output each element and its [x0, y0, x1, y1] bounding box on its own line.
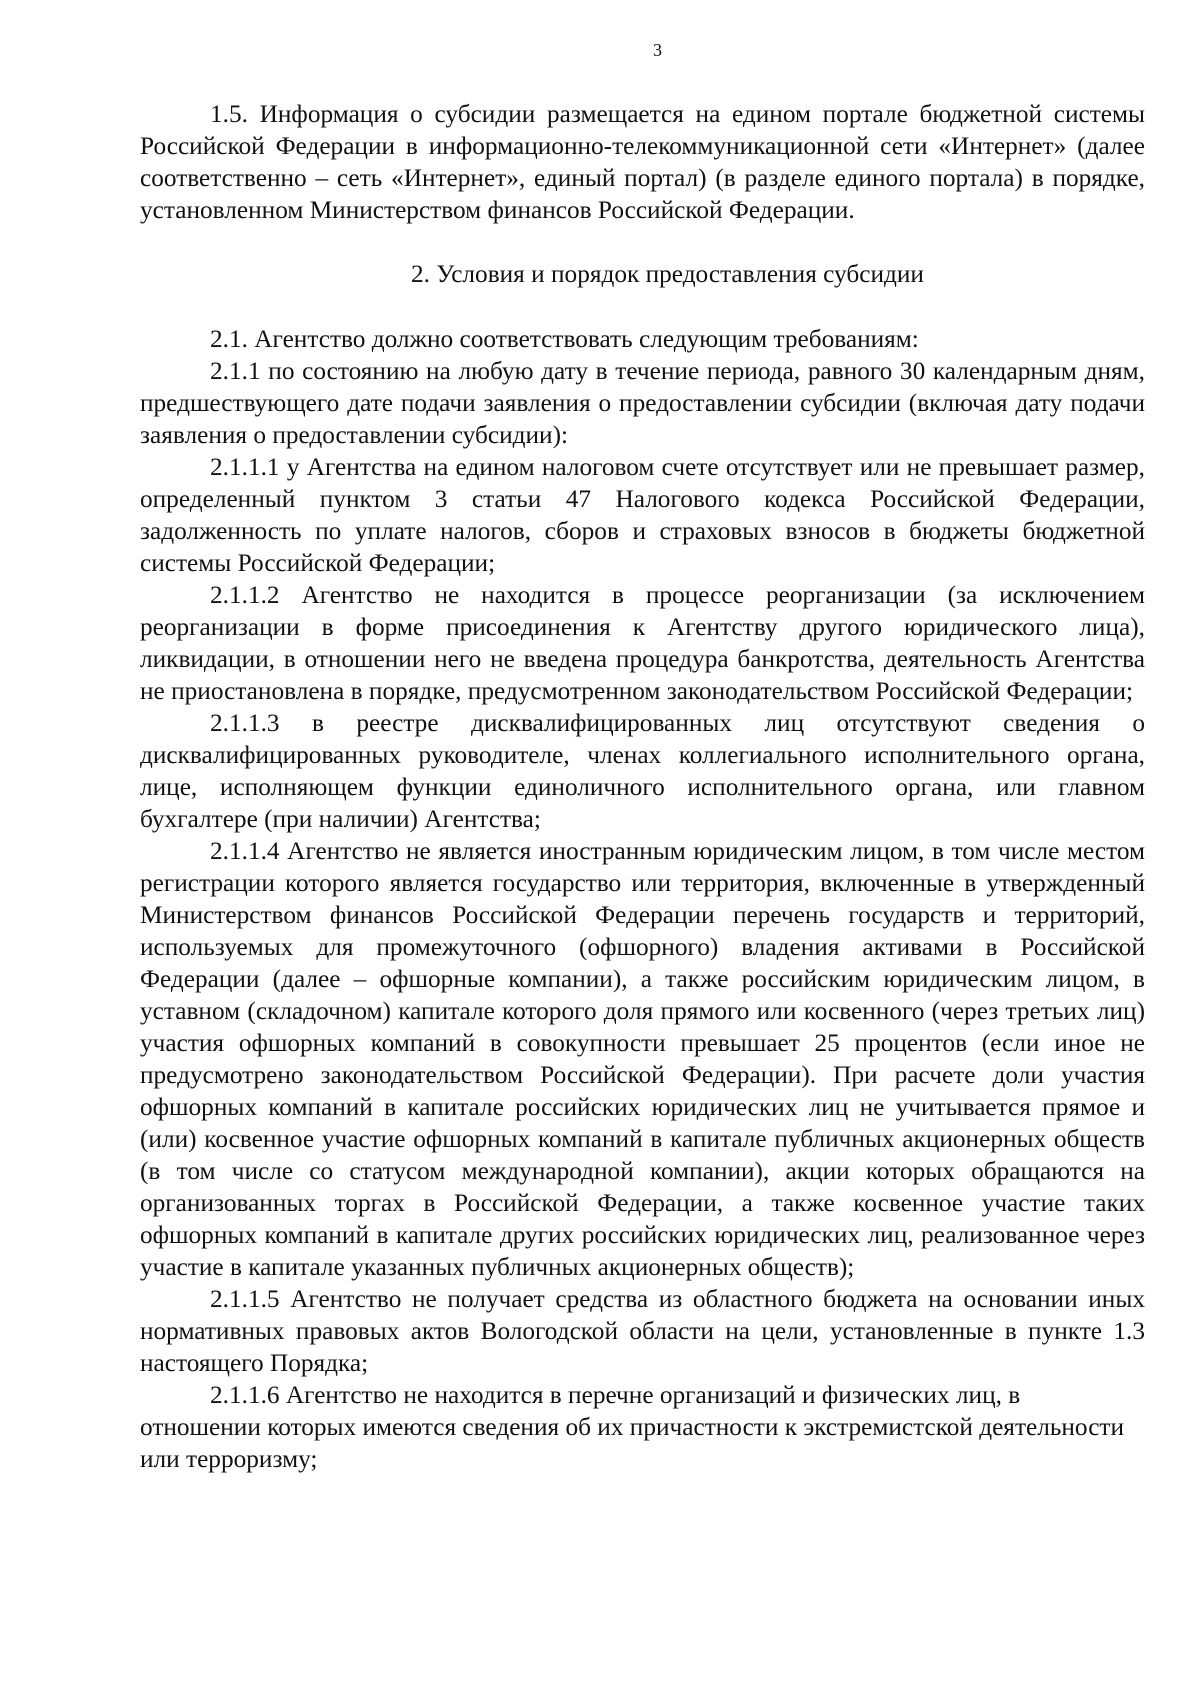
paragraph-2-1-1-6: 2.1.1.6 Агентство не находится в перечне организаций и физических лиц, в отношении которых имеются сведения об их причастности к экстремистской деятельности или терроризму;: [140, 1381, 1125, 1473]
paragraph-2-1-1-4: 2.1.1.4 Агентство не является иностранным юридическим лицом, в том числе местом регистрации которого является государство или территория, включенные в утвержденный Министерством финансов Российской Федерации перечень государств и территорий, используемых для промежуточного (офшорного) владения активами в Российской Федерации (далее – офшорные компании), а также российским юридическим лицом, в уставном (складочном) капитале которого доля прямого или косвенного (через третьих лиц) участия офшорных компаний в совокупности превышает 25 процентов (если иное не предусмотрено законодательством Российской Федерации). При расчете доли участия офшорных компаний в капитале российских юридических лиц не учитывается прямое и (или) косвенное участие офшорных компаний в капитале публичных акционерных обществ (в том числе со статусом международной компании), акции которых обращаются на организованных торгах в Российской Федерации, а также косвенное участие таких офшорных компаний в капитале других российских юридических лиц, реализованное через участие в капитале указанных публичных акционерных обществ);: [140, 837, 1145, 1281]
paragraph-2-1: 2.1. Агентство должно соответствовать следующим требованиям:: [210, 325, 919, 353]
paragraph-2-1-1: 2.1.1 по состоянию на любую дату в течение периода, равного 30 календарным дням, предшествующего дате подачи заявления о предоставлении субсидии (включая дату подачи заявления о предоставлении субсидии):: [140, 357, 1145, 449]
paragraph-2-1-1-3: 2.1.1.3 в реестре дисквалифицированных лиц отсутствуют сведения о дисквалифицированных руководителе, членах коллегиального исполнительного органа, лице, исполняющем функции единоличного исполнительного органа, или главном бухгалтере (при наличии) Агентства;: [140, 709, 1145, 833]
document-page: [140, 38, 1145, 1475]
paragraph-2-1-1-5: 2.1.1.5 Агентство не получает средства из областного бюджета на основании иных нормативных правовых актов Вологодской области на цели, установленные в пункте 1.3 настоящего Порядка;: [140, 1285, 1145, 1377]
page-number: 3: [653, 40, 662, 60]
paragraph-2-1-1-2: 2.1.1.2 Агентство не находится в процессе реорганизации (за исключением реорганизации в форме присоединения к Агентству другого юридического лица), ликвидации, в отношении него не введена процедура банкротства, деятельность Агентства не приостановлена в порядке, предусмотренном законодательством Российской Федерации;: [140, 581, 1145, 705]
section-2-title: 2. Условия и порядок предоставления субсидии: [411, 260, 924, 288]
paragraph-1-5: 1.5. Информация о субсидии размещается на едином портале бюджетной системы Российской Федерации в информационно-телекоммуникационной сети «Интернет» (далее соответственно – сеть «Интернет», единый портал) (в разделе единого портала) в порядке, установленном Министерством финансов Российской Федерации.: [140, 100, 1145, 224]
paragraph-2-1-1-1: 2.1.1.1 у Агентства на едином налоговом счете отсутствует или не превышает размер, определенный пунктом 3 статьи 47 Налогового кодекса Российской Федерации, задолженность по уплате налогов, сборов и страховых взносов в бюджеты бюджетной системы Российской Федерации;: [140, 453, 1145, 577]
